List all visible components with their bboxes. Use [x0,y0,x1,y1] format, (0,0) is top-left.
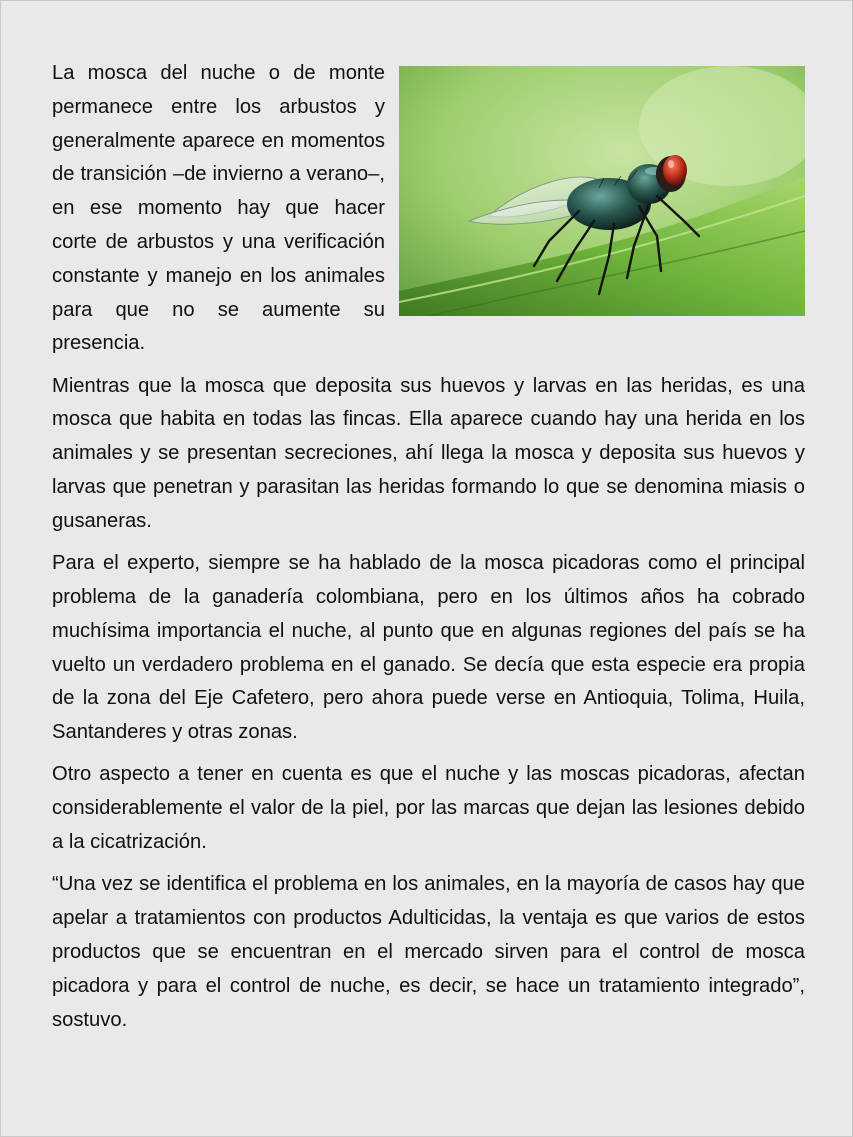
paragraph-5: “Una vez se identifica el problema en los animales, en la mayoría de casos hay que apelar a tratamientos con productos Adulticidas, la ventaja es que varios de estos productos que se encuentran en el mercado sirven para el control de mosca picadora y para el control de nuche, es decir, se hace un tratamiento integrado”, sostuvo. [52,873,805,1031]
paragraph-1: La mosca del nuche o de monte permanece entre los arbustos y generalmente aparece en momentos de transición –de invierno a verano–, en ese momento hay que hacer corte de arbustos y una verificación constante y manejo en los animales para que no se aumente su presencia. [52,62,385,355]
paragraph-3: Para el experto, siempre se ha hablado de la mosca picadoras como el principal problema de la ganadería colombiana, pero en los últimos años ha cobrado muchísima importancia el nuche, al punto que en algunas regiones del país se ha vuelto un verdadero problema en el ganado. Se decía que esta especie era propia de la zona del Eje Cafetero, pero ahora puede verse en Antioquia, Tolima, Huila, Santanderes y otras zonas. [52,552,805,744]
article-body [52,57,805,1046]
fly-on-leaf-photo [399,66,805,316]
paragraph-4: Otro aspecto a tener en cuenta es que el nuche y las moscas picadoras, afectan considerablemente el valor de la piel, por las marcas que dejan las lesiones debido a la cicatrización. [52,763,805,854]
paragraph-2: Mientras que la mosca que deposita sus huevos y larvas en las heridas, es una mosca que habita en todas las fincas. Ella aparece cuando hay una herida en los animales y se presentan secreciones, ahí llega la mosca y deposita sus huevos y larvas que penetran y parasitan las heridas formando lo que se denomina miasis o gusaneras. [52,374,805,532]
